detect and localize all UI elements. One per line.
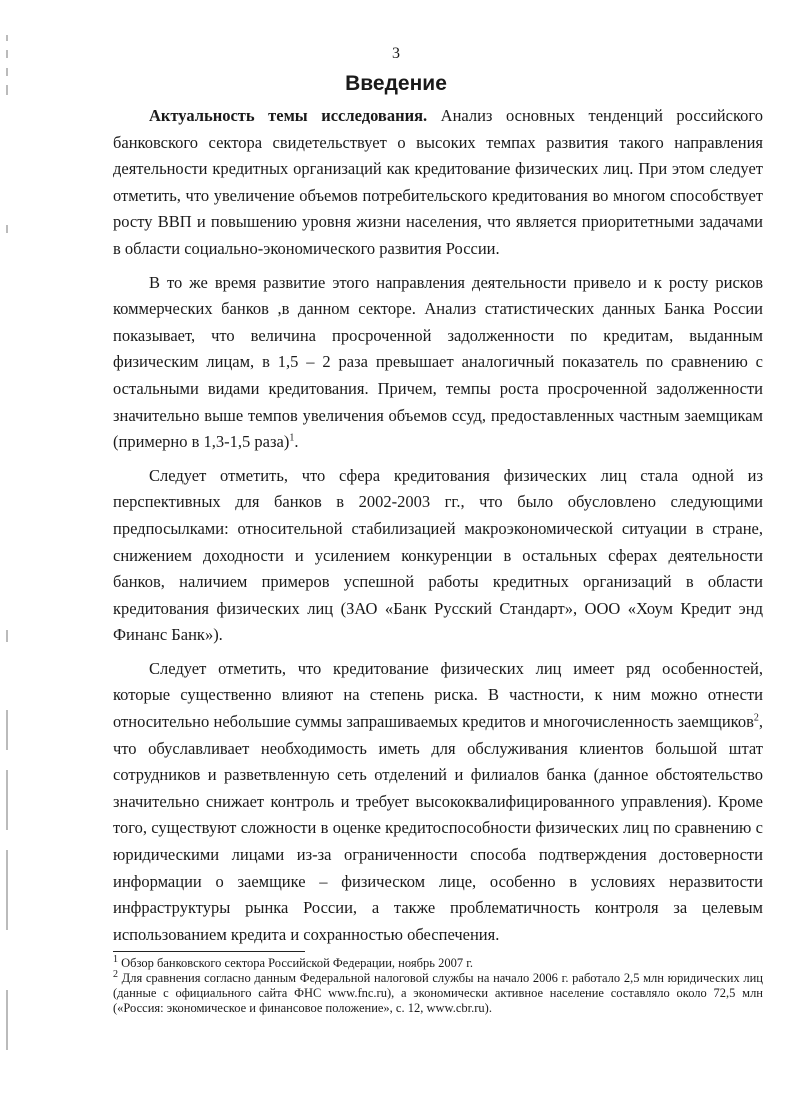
paragraph-text-tail: , что обуславливает необходимость иметь для обслуживания клиентов большой штат сотрудников и разветвленную сеть отделений и филиалов банка (данное обстоятельство значительно снижает контроль и требует высококвалифицированного управления). Кроме того, существуют сложности в оценке кредитоспособности физических лиц по сравнению с юридическими лицами из-за ограниченности способа подтверждения достоверности информации о заемщике – физическом лице, особенно в условиях неразвитости инфраструктуры рынка России, а также проблематичность контроля за целевым использованием кредита и сохранностью обеспечения. [113, 712, 763, 944]
page-number: 3 [392, 45, 400, 62]
paragraph-4 [113, 656, 763, 949]
footnotes [113, 953, 763, 1016]
footnote-divider [113, 951, 305, 952]
paragraph-text: Анализ основных тенденций российского банковского сектора свидетельствует о высоких темпах развития такого направления деятельности кредитных организаций как кредитование физических лиц. При этом следует отметить, что увеличение объемов потребительского кредитования во многом способствует росту ВВП и повышению уровня жизни населения, что является приоритетными задачами в области социально-экономического развития России. [113, 106, 763, 258]
footnote-number: 1 [113, 953, 118, 965]
paragraph-2 [113, 270, 763, 456]
paragraph-3 [113, 463, 763, 649]
footnote-1 [113, 953, 763, 971]
scan-margin-marks [6, 30, 16, 1090]
lead-heading: Актуальность темы исследования. [149, 106, 428, 125]
paragraph-text: В то же время развитие этого направления деятельности привело и к росту рисков коммерческих банков ,в данном секторе. Анализ статистических данных Банка России показывает, что величина просроченной задолженности по кредитам, выданным физическим лицам, в 1,5 – 2 раза превышает аналогичный показатель по сравнению с остальными видами кредитования. Причем, темпы роста просроченной задолженности значительно выше темпов увеличения объемов ссуд, предоставленных частным заемщикам (примерно в 1,3-1,5 раза) [113, 272, 763, 452]
paragraph-text-tail: . [294, 432, 299, 452]
footnote-ref[interactable]: 1 [289, 432, 295, 444]
paragraph-text: Следует отметить, что сфера кредитования физических лиц стала одной из перспективных для банков в 2002-2003 гг., что было обусловлено следующими предпосылками: относительной стабилизацией макроэкономической ситуации в стране, снижением доходности и усилением конкуренции в остальных сферах деятельности банков, наличием примеров успешной работы кредитных организаций в области кредитования физических лиц (ЗАО «Банк Русский Стандарт», ООО «Хоум Кредит энд Финанс Банк»). [113, 465, 763, 645]
body-text [113, 103, 763, 955]
paragraph-1 [113, 103, 763, 263]
footnote-ref[interactable]: 2 [753, 712, 759, 724]
footnote-2 [113, 968, 763, 1016]
page-title: Введение [345, 72, 447, 95]
paragraph-text: Следует отметить, что кредитование физических лиц имеет ряд особенностей, которые существенно влияют на степень риска. В частности, к ним можно отнести относительно небольшие суммы запрашиваемых кредитов и многочисленность заемщиков [113, 658, 763, 732]
footnote-number: 2 [113, 968, 118, 980]
footnote-text: Обзор банковского сектора Российской Федерации, ноябрь 2007 г. [118, 956, 474, 970]
footnote-text: Для сравнения согласно данным Федеральной налоговой службы на начало 2006 г. работало 2,5 млн юридических лиц (данные с официального сайта ФНС www.fnc.ru), а экономически активное население составляло около 72,5 млн («Россия: экономическое и финансовое положение», с. 12, www.cbr.ru). [113, 971, 763, 1015]
